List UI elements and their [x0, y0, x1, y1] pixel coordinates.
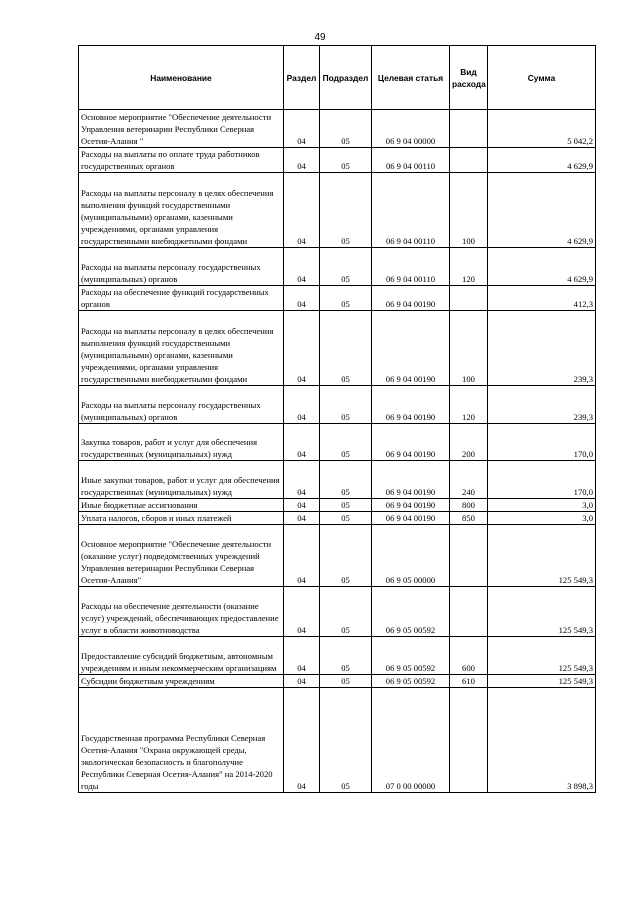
table-row [79, 688, 596, 793]
table-row [79, 424, 596, 461]
table-row [79, 148, 596, 173]
row-section: 04 [284, 286, 320, 311]
row-amount: 412,3 [488, 286, 596, 311]
table-row [79, 110, 596, 148]
row-section: 04 [284, 525, 320, 587]
row-expense-type [450, 587, 488, 637]
row-subsection: 05 [320, 688, 372, 793]
row-amount: 3,0 [488, 512, 596, 525]
row-target: 06 9 05 00592 [372, 587, 450, 637]
row-section: 04 [284, 173, 320, 248]
row-name: Основное мероприятие "Обеспечение деятельности (оказание услуг) подведомственных учреждений Управления ветеринарии Республики Северная Осетия-Алания" [79, 525, 284, 587]
row-subsection: 05 [320, 110, 372, 148]
row-expense-type [450, 286, 488, 311]
row-expense-type: 240 [450, 461, 488, 499]
row-section: 04 [284, 637, 320, 675]
row-amount: 3,0 [488, 499, 596, 512]
row-section: 04 [284, 148, 320, 173]
row-name: Иные закупки товаров, работ и услуг для обеспечения государственных (муниципальных) нужд [79, 461, 284, 499]
page-number: 49 [314, 32, 326, 43]
row-name: Предоставление субсидий бюджетным, автономным учреждениям и иным некоммерческим организациям [79, 637, 284, 675]
row-expense-type: 100 [450, 311, 488, 386]
row-target: 06 9 04 00110 [372, 248, 450, 286]
row-amount: 125 549,3 [488, 637, 596, 675]
row-subsection: 05 [320, 311, 372, 386]
row-subsection: 05 [320, 525, 372, 587]
row-subsection: 05 [320, 512, 372, 525]
column-header-name: Наименование [79, 46, 284, 110]
column-header-section: Раздел [284, 46, 320, 110]
row-section: 04 [284, 461, 320, 499]
row-section: 04 [284, 675, 320, 688]
row-subsection: 05 [320, 587, 372, 637]
table-header-row [79, 46, 596, 110]
row-target: 06 9 04 00190 [372, 499, 450, 512]
row-amount: 239,3 [488, 386, 596, 424]
row-target: 06 9 04 00190 [372, 286, 450, 311]
column-header-expense-type: Вид расхода [450, 46, 488, 110]
budget-table [78, 45, 596, 793]
row-target: 07 0 00 00000 [372, 688, 450, 793]
row-amount: 4 629,9 [488, 248, 596, 286]
row-expense-type: 100 [450, 173, 488, 248]
row-amount: 3 898,3 [488, 688, 596, 793]
table-row [79, 386, 596, 424]
row-target: 06 9 04 00190 [372, 461, 450, 499]
row-expense-type: 120 [450, 386, 488, 424]
row-target: 06 9 05 00000 [372, 525, 450, 587]
row-subsection: 05 [320, 499, 372, 512]
row-expense-type [450, 148, 488, 173]
row-section: 04 [284, 248, 320, 286]
column-header-amount: Сумма [488, 46, 596, 110]
row-amount: 125 549,3 [488, 675, 596, 688]
row-target: 06 9 04 00000 [372, 110, 450, 148]
row-expense-type: 610 [450, 675, 488, 688]
row-amount: 239,3 [488, 311, 596, 386]
table-row [79, 637, 596, 675]
row-expense-type [450, 525, 488, 587]
row-subsection: 05 [320, 248, 372, 286]
column-header-subsection: Подраздел [320, 46, 372, 110]
row-expense-type: 800 [450, 499, 488, 512]
row-section: 04 [284, 499, 320, 512]
row-name: Основное мероприятие "Обеспечение деятельности Управления ветеринарии Республики Северная Осетия-Алания " [79, 110, 284, 148]
column-header-target: Целевая статья [372, 46, 450, 110]
row-target: 06 9 04 00110 [372, 148, 450, 173]
row-target: 06 9 05 00592 [372, 675, 450, 688]
row-target: 06 9 04 00190 [372, 311, 450, 386]
row-amount: 125 549,3 [488, 525, 596, 587]
row-expense-type: 200 [450, 424, 488, 461]
row-expense-type [450, 688, 488, 793]
row-expense-type: 120 [450, 248, 488, 286]
table-row [79, 248, 596, 286]
row-name: Иные бюджетные ассигнования [79, 499, 284, 512]
row-name: Закупка товаров, работ и услуг для обеспечения государственных (муниципальных) нужд [79, 424, 284, 461]
row-subsection: 05 [320, 286, 372, 311]
row-amount: 4 629,9 [488, 148, 596, 173]
row-subsection: 05 [320, 424, 372, 461]
row-name: Уплата налогов, сборов и иных платежей [79, 512, 284, 525]
row-name: Расходы на выплаты персоналу государственных (муниципальных) органов [79, 248, 284, 286]
row-target: 06 9 04 00110 [372, 173, 450, 248]
row-target: 06 9 04 00190 [372, 424, 450, 461]
row-subsection: 05 [320, 461, 372, 499]
row-subsection: 05 [320, 386, 372, 424]
row-section: 04 [284, 688, 320, 793]
row-name: Расходы на обеспечение функций государственных органов [79, 286, 284, 311]
table-row [79, 461, 596, 499]
row-amount: 5 042,2 [488, 110, 596, 148]
row-name: Расходы на выплаты по оплате труда работников государственных органов [79, 148, 284, 173]
row-name: Расходы на выплаты персоналу в целях обеспечения выполнения функций государственными (муниципальными) органами, казенными учреждениями, органами управления государственными внебюджетными фондами [79, 173, 284, 248]
row-expense-type: 850 [450, 512, 488, 525]
row-amount: 170,0 [488, 461, 596, 499]
row-subsection: 05 [320, 637, 372, 675]
row-amount: 170,0 [488, 424, 596, 461]
row-name: Расходы на обеспечение деятельности (оказание услуг) учреждений, обеспечивающих предоставление услуг в области животноводства [79, 587, 284, 637]
table-row [79, 173, 596, 248]
row-expense-type [450, 110, 488, 148]
row-amount: 125 549,3 [488, 587, 596, 637]
row-subsection: 05 [320, 148, 372, 173]
row-name: Расходы на выплаты персоналу государственных (муниципальных) органов [79, 386, 284, 424]
table-row [79, 286, 596, 311]
row-name: Расходы на выплаты персоналу в целях обеспечения выполнения функций государственными (муниципальными) органами, казенными учреждениями, органами управления государственными внебюджетными фондами [79, 311, 284, 386]
row-section: 04 [284, 386, 320, 424]
row-name: Государственная программа Республики Северная Осетия-Алания "Охрана окружающей среды, экологическая безопасность и благополучие Республики Северная Осетия-Алания" на 2014-2020 годы [79, 688, 284, 793]
row-target: 06 9 04 00190 [372, 386, 450, 424]
row-section: 04 [284, 512, 320, 525]
row-section: 04 [284, 587, 320, 637]
row-amount: 4 629,9 [488, 173, 596, 248]
row-name: Субсидии бюджетным учреждениям [79, 675, 284, 688]
row-expense-type: 600 [450, 637, 488, 675]
table-row [79, 311, 596, 386]
row-section: 04 [284, 311, 320, 386]
row-section: 04 [284, 110, 320, 148]
table-row [79, 499, 596, 512]
row-target: 06 9 05 00592 [372, 637, 450, 675]
row-subsection: 05 [320, 173, 372, 248]
row-target: 06 9 04 00190 [372, 512, 450, 525]
table-row [79, 675, 596, 688]
row-subsection: 05 [320, 675, 372, 688]
table-row [79, 525, 596, 587]
table-row [79, 512, 596, 525]
table-row [79, 587, 596, 637]
row-section: 04 [284, 424, 320, 461]
